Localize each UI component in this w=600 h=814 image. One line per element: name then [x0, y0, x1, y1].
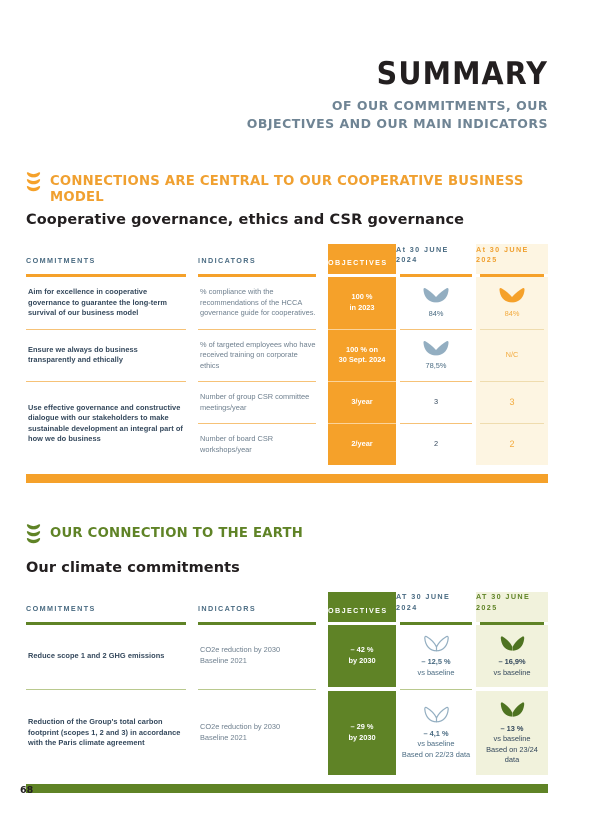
value-2024: – 4,1 % [423, 728, 449, 738]
cell-2024: 3 [433, 397, 439, 407]
objective-line1: 100 % [351, 292, 373, 302]
table-bottom-bar [26, 474, 548, 483]
note-2024-1: vs baseline [417, 667, 455, 677]
section-2-subtitle: Our climate commitments [26, 560, 240, 577]
section-1-title: CONNECTIONS ARE CENTRAL TO OUR COOPERATIVE BUSINESS MODEL [50, 173, 524, 205]
cell-2025: 3 [476, 382, 548, 423]
section-climate [0, 523, 600, 793]
header-year-2024-line1: At 30 JUNE [396, 244, 449, 254]
divider [198, 689, 316, 690]
divider [480, 689, 544, 690]
cell-2024: 2 [433, 439, 439, 449]
header-objectives: OBJECTIVES [328, 244, 396, 274]
divider [26, 689, 186, 690]
cell-objective [328, 330, 396, 382]
cell-indicator [198, 691, 328, 775]
note-2024-1: vs baseline [417, 739, 455, 749]
table-row [26, 382, 548, 423]
cell-2025: 2 [476, 424, 548, 465]
table-row [26, 330, 548, 382]
wheat-sprout-icon [26, 171, 41, 201]
page-number: 68 [20, 785, 34, 796]
indicator-line2: Baseline 2021 [200, 655, 247, 665]
table-row [26, 277, 548, 329]
indicator-line2: Baseline 2021 [200, 732, 247, 742]
cell-objective [328, 625, 396, 688]
table-bottom-bar [26, 784, 548, 793]
section-2-heading [26, 523, 548, 553]
note-2025-2: Based on 23/24 data [486, 744, 538, 765]
objective-line2: by 2030 [348, 732, 376, 742]
cell-2025 [476, 330, 548, 382]
table-row [26, 625, 548, 688]
page-subtitle-line2: OBJECTIVES AND OUR MAIN INDICATORS [246, 115, 548, 131]
cell-commitment: Aim for excellence in cooperative governance to guarantee the long-term survival of our business model [28, 286, 168, 318]
section-1-heading [26, 171, 548, 206]
cell-commitment: Use effective governance and constructive dialogue with our stakeholders to make sustainable development an integral part of how we do business [28, 402, 183, 444]
cell-2024 [396, 691, 476, 775]
cell-commitment: Reduce scope 1 and 2 GHG emissions [28, 650, 165, 660]
section-1-subtitle: Cooperative governance, ethics and CSR governance [26, 212, 465, 229]
header-year-2025-line2: 2025 [476, 602, 498, 612]
note-2024-2: Based on 22/23 data [401, 749, 471, 759]
cell-2024 [396, 330, 476, 382]
objective-line2: 30 Sept. 2024 [338, 355, 386, 365]
note-2025-1: vs baseline [493, 734, 531, 744]
header-year-2024-line1: AT 30 JUNE [396, 592, 451, 602]
cell-commitment: Ensure we always do business transparently and ethically [28, 344, 138, 365]
value-2024: 78,5% [425, 361, 447, 371]
objective-line1: 100 % on [345, 344, 379, 354]
header-objectives: OBJECTIVES [328, 592, 396, 622]
indicator-line1: CO2e reduction by 2030 [200, 722, 281, 732]
value-2024: – 12,5 % [421, 657, 451, 667]
header-indicators: INDICATORS [198, 604, 257, 614]
cell-2025 [476, 277, 548, 329]
leaf-filled-icon [480, 634, 544, 656]
note-2025-1: vs baseline [493, 667, 531, 677]
cell-2024 [396, 277, 476, 329]
header-year-2024-line2: 2024 [396, 255, 418, 265]
header-year-2024 [396, 592, 476, 622]
header-year-2025-line1: At 30 JUNE [476, 244, 529, 254]
table-climate [26, 592, 548, 793]
cell-objective [328, 691, 396, 775]
objective-line1: – 42 % [350, 645, 374, 655]
wheat-sprout-icon [26, 523, 41, 553]
table-governance [26, 244, 548, 483]
page-header [0, 0, 600, 133]
value-2025: – 16,9% [498, 657, 526, 667]
leaf-cup-icon [480, 286, 544, 307]
cell-commitment: Reduction of the Group's total carbon footprint (scopes 1, 2 and 3) in accordance with the Paris climate agreement [28, 717, 181, 748]
value-2024: 84% [428, 308, 444, 318]
leaf-filled-icon [480, 700, 544, 722]
cell-indicator [198, 625, 328, 688]
header-year-2024 [396, 244, 476, 274]
header-year-2025 [476, 244, 548, 274]
table-header-row [26, 592, 548, 622]
cell-indicator: Number of group CSR committee meetings/year [200, 392, 310, 412]
objective-line2: by 2030 [348, 655, 376, 665]
cell-indicator: % of targeted employees who have received training on corporate ethics [200, 339, 316, 370]
cell-2025 [476, 625, 548, 688]
cell-objective: 2/year [328, 424, 396, 465]
objective-line1: – 29 % [350, 722, 374, 732]
section-2-title: OUR CONNECTION TO THE EARTH [50, 526, 304, 542]
page-title: SUMMARY [376, 56, 548, 92]
leaf-outline-icon [400, 634, 472, 656]
header-commitments: COMMITMENTS [26, 604, 96, 614]
value-2025: 84% [504, 308, 520, 318]
cell-objective: 3/year [328, 382, 396, 423]
cell-2024 [396, 625, 476, 688]
leaf-cup-icon [400, 286, 472, 307]
header-commitments: COMMITMENTS [26, 256, 96, 266]
value-2025: – 13 % [500, 723, 524, 733]
leaf-cup-icon [400, 339, 472, 360]
cell-indicator: % compliance with the recommendations of the HCCA governance guide for cooperatives. [200, 286, 316, 318]
value-2025: N/C [505, 350, 519, 360]
header-year-2024-line2: 2024 [396, 602, 418, 612]
leaf-outline-icon [400, 705, 472, 727]
section-cooperative-governance [0, 171, 600, 483]
page-subtitle-line1: OF OUR COMMITMENTS, OUR [331, 97, 548, 113]
header-year-2025-line2: 2025 [476, 255, 498, 265]
objective-line2: in 2023 [349, 302, 375, 312]
header-year-2025-line1: AT 30 JUNE [476, 592, 531, 602]
divider [400, 689, 472, 690]
page-subtitle [0, 97, 548, 133]
header-indicators: INDICATORS [198, 256, 257, 266]
cell-2025 [476, 691, 548, 775]
table-header-row [26, 244, 548, 274]
cell-objective [328, 277, 396, 329]
header-year-2025 [476, 592, 548, 622]
table-row [26, 691, 548, 775]
cell-indicator: Number of board CSR workshops/year [200, 434, 274, 454]
indicator-line1: CO2e reduction by 2030 [200, 645, 281, 655]
